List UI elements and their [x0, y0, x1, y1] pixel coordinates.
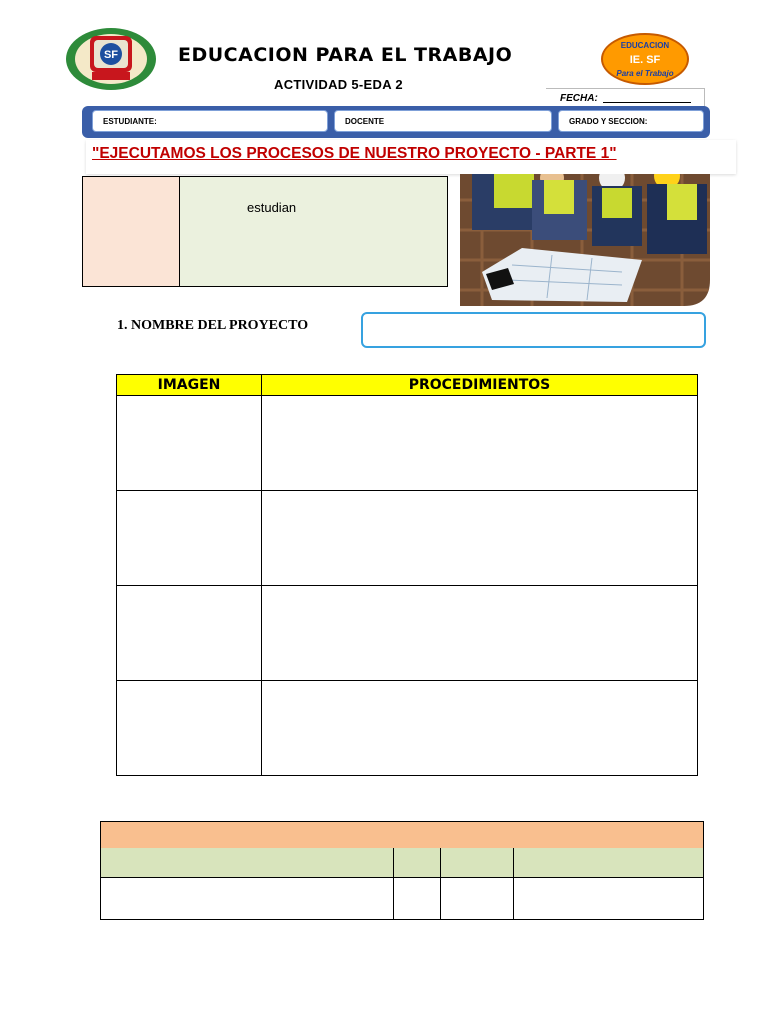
- grade-section-field[interactable]: GRADO Y SECCION:: [558, 110, 704, 132]
- yes-cell[interactable]: [394, 878, 441, 920]
- project-name-input[interactable]: [361, 312, 706, 348]
- info-text: estudian: [247, 200, 297, 215]
- table-row: [117, 491, 698, 586]
- crest-letters: SF: [103, 49, 119, 61]
- no-header-cell: [441, 848, 514, 878]
- table-row: [117, 586, 698, 681]
- page-title: EDUCACION PARA EL TRABAJO: [178, 44, 513, 66]
- evaluation-subheader-row: [101, 848, 704, 878]
- image-cell[interactable]: [117, 586, 262, 681]
- table-row: [117, 681, 698, 776]
- table-row: [117, 396, 698, 491]
- procedure-cell[interactable]: [262, 491, 698, 586]
- column-header-image: IMAGEN: [117, 375, 262, 396]
- procedures-table: [116, 374, 698, 776]
- procedure-cell[interactable]: [262, 396, 698, 491]
- notes-header-cell: [514, 848, 704, 878]
- evaluation-header-cell: [101, 822, 704, 849]
- column-header-procedures: PROCEDIMIENTOS: [262, 375, 698, 396]
- criteria-header-cell: [101, 848, 394, 878]
- course-logo: [600, 32, 690, 86]
- notes-cell[interactable]: [514, 878, 704, 920]
- project-name-label: 1. NOMBRE DEL PROYECTO: [117, 318, 309, 333]
- evaluation-table: [100, 821, 704, 920]
- school-crest-logo: [64, 26, 158, 92]
- criteria-cell[interactable]: [101, 878, 394, 920]
- evaluation-header-row: [101, 822, 704, 849]
- procedure-cell[interactable]: [262, 586, 698, 681]
- table-row: [101, 878, 704, 920]
- yes-header-cell: [394, 848, 441, 878]
- teacher-field[interactable]: DOCENTE: [334, 110, 552, 132]
- image-cell[interactable]: [117, 396, 262, 491]
- no-cell[interactable]: [441, 878, 514, 920]
- image-cell[interactable]: [117, 491, 262, 586]
- date-label: FECHA:: [560, 93, 598, 104]
- date-field[interactable]: [603, 102, 691, 103]
- logo-text-bottom: Para el Trabajo: [616, 69, 674, 78]
- logo-text-mid: IE. SF: [629, 54, 661, 66]
- info-content-cell: [180, 177, 447, 286]
- student-field[interactable]: ESTUDIANTE:: [92, 110, 328, 132]
- activity-heading: "EJECUTAMOS LOS PROCESOS DE NUESTRO PROYECTO - PARTE 1": [92, 145, 617, 162]
- info-label-cell: [83, 177, 180, 286]
- table-header-row: [117, 375, 698, 396]
- image-cell[interactable]: [117, 681, 262, 776]
- activity-subtitle: ACTIVIDAD 5-EDA 2: [274, 77, 403, 92]
- procedure-cell[interactable]: [262, 681, 698, 776]
- logo-text-top: EDUCACION: [620, 41, 670, 50]
- workers-photo: [452, 170, 717, 308]
